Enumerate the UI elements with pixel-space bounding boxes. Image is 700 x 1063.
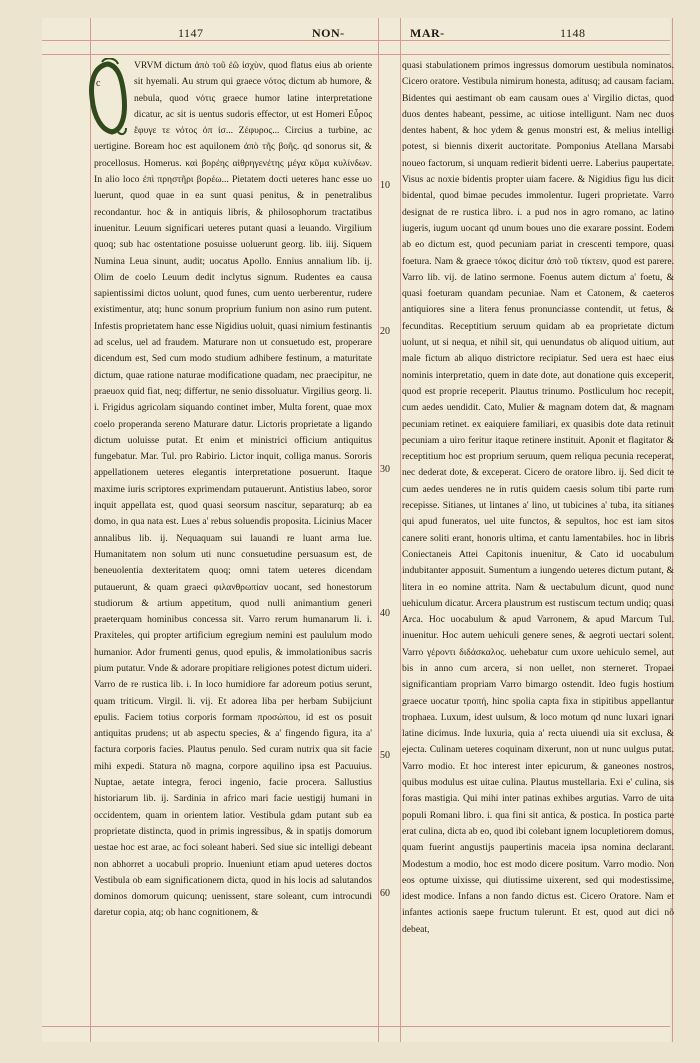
- left-column-text: VRVM dictum ἀπὸ τοῦ ἐῶ ἰσχὺν, quod flatus eius ab oriente sit hyemali. Au strum qui graece νότος dictum ab humore, & nebula, quod νότις graece humor latine interpretatione dicatur, ac sit is uentus sudoris effector, ut est Homeri Εὖρος ἔφυγε τε νότος ὀπ ἰσ... Ζέφυρος... Circius a turbine, ac uertigine. Boream hoc est aquilonem ἀπὸ τῆς βοῆς. qd sonorus sit, & procellosus. Homerus. καὶ βορέης αἰθρηγενέτης μέγα κῦμα κυλίνδων. In alio loco ἐπὶ πρηστῆρι βορέω... Pietatem docti ueteres hanc esse uo luerunt, quod quae in ea sunt quasi penitus, & in penetralibus recondantur. hoc & in antiquis libris, & philosophorum tractatibus inuenitur. Leuum significari ueteres putant quasi a leuando. Virgilium quoq; sub hac ostentatione posuisse uoluerunt georg. lib. iiij. Siquem Numina Leua sinunt, audit; uocatus Apollo. Ennius annalium lib. ij. Olim de coelo Leuum dedit inclytus signum. Rudentes ea causa sapientissimi dictos uolunt, quod funes, cum uento uerberentur, rudere existimentur, atq; hunc sonum proprium funium non asino rum putent. Infestis proprietatem hanc esse Nigidius uoluit, quasi nimium festinantis ad scelus, uel ad fraudem. Maturare non ut consuetudo est, properare dicendum est, Sed cum modo studium adhibere festinum, a maturitate dictum, quae ratione naturae modificatione quadam, nec praecipitur, ne praeuox quid fiat, neq; differtur, ne senio dissoluatur. Virgilius georg. li. i. Frigidus agricolam siquando continet imber, Multa forent, quae mox coelo properanda sereno Maturare datur. Lictoris proprietate a ligando dictum uoluisse putat. Et enim et ministrici officium antiquitus fungebatur. Mar. Tul. pro Rabirio. Lictor inquit, colliga manus. Sororis appellationem ueteres elegantis interpretatione posuerunt. Itaque maxime iuris scriptores exprimendam putauerunt. Antistius labeo, soror inquit appellata est, quod quasi seorsum nascitur, separaturq; ab ea domo, in qua nata est. Lues a' rebus soluendis proposita. Licinius Macer annalibus lib. ij. Nequaquam sui lauandi re luant arma lue. Humanitatem non solum uti nunc consuetudine persuasum est, de beneuolentia dexteritatem quoq; omni tatem ueteres dicendam putauerunt, & quam graeci φιλανθρωπίαν uocant, sed honestorum studiorum & artium appetitum, quod nulli animantium generi praeterquam hominibus concessa sit. Varro rerum humanarum li. i. Praxiteles, qui propter artificium egregium nemini est paululum modo humanior. Ador frumenti genus, quod epulis, & immolationibus sacris pium putatur. Vnde & adorare propitiare religiones potest dictum uideri. Varro de re rustica lib. i. In loco humidiore far adoreum potius serunt, quam triticum. Virgil. li. vij. Et adorea liba per herbam Subijciunt epulis. Faciem totius corporis formam προσώπου, id est os posuit antiquitas prudens; ut ab aspectu species, & a' fingendo figura, ita a' factura corporis facies. Plautus penulo. Sed curam nutrix qua sit facie mihi expedi. Statura nõ magna, corpore aquilino ipsa est Pacuuius. Nuptae, aetate integra, feroci ingenio, facie procera. Sallustius historiarum lib. ij. Sardinia in africo mari facie uestigij humani in occidentem, quam in orientem latior. Vestibula gdam putant sub ea proprietate distincta, quod in primis ingressibus, & in spatijs domorum uestae hoc est arae, ac foci soleant haberi. Sed siue sic intelligi debeant non abhorret a uocabuli proprio. Inueniunt etiam apud ueteres doctos Vestibula ob eam significationem dicta, quod in his locis ad salutandos dominos domorum quicunq; uenissent, stare soleant, cum introcundi daretur copia, atq; ob hanc cognitionem, &: [94, 60, 372, 919]
- left-page-number: 1147: [178, 26, 204, 40]
- header-rule-bottom: [42, 54, 670, 55]
- line-number: 10: [380, 180, 390, 191]
- right-text-column: [402, 58, 674, 938]
- left-text-column: [94, 58, 372, 922]
- left-running-head: NON-: [312, 26, 345, 40]
- decorated-initial: [88, 58, 128, 138]
- initial-guide-letter: c: [96, 78, 101, 89]
- line-number: 60: [380, 888, 390, 899]
- line-number: 30: [380, 464, 390, 475]
- line-number: 20: [380, 326, 390, 337]
- footer-rule: [42, 1026, 670, 1027]
- right-column-text: quasi stabulationem primos ingressus domorum uestibula nominatos. Cicero oratore. Vestibula nimirum honesta, aditusq; ad causam faciam. Bidentes qui aestimant ob eam causam oues a' Virgilio dictas, quod duos dentes habeant, pessime, ac uitiose intelligunt. Nam nec duos dentes habent, & hoc ydem & genus monstri est, & melius intelligi potest, si biennis dixerit auctoritate. Pomponius Atellana Marsabi noueo factorum, si unquam redierit bidenti uerre. Laberius paupertate. Visus ac noxie bidentis propter uiam facere. & Nigidius figu lus dicit bidental, quod bimae pecudes immolentur. Iugeri proprietate. Varro designat de re rustica libro. i. a pud nos in agro romano, ac latino iugeris, iugum uocant qd unum boues uno die exarare possint. Eodem ab eo dictum est, quod pecuniam pariat in crescenti tempore, quasi foetura. Nam & graece τόκος dicitur ἀπὸ τοῦ τίκτειν, quod est parere. Varro lib. vij. de latino sermone. Foenus autem dictum a' foetu, & quasi foeturam quandam pecuniae. Nam et Catonem, & caeteros antiquiores sine a litera fenus pronunciasse contendit, ut fetus, & fecunditas. Receptitium seruum quidam ab ea proprietate dictum uolunt, ut si nequa, et nihil sit, qui uenundatus ob aliquod uitium, aut male fictum ab aliquo districtore recipiatur. Sed uera est haec eius nominis interpretatio, quem in date dote, aut donatione quis exceperit, quod est proprie receperit. Plautus trinumo. Postliculum hoc recepit, cum aedes uendidit. Cato, Mulier & magnam dotem dat, & magnam pecuniam retinet. ex eaiquiere familiari, ex quasibis dote data retinuit pecuniam a uiro feritur itaque retinere instituit. Aponit et flagitator & receptitium hoc est proprium seruum, quem reliqua pecunia receperat, nec dederat dote, & exceperat. Cicero de oratore libro. ij. Sed dicit te cum aedes uenderes ne in rutis quidem caesis solum tibi parte rum recepisse. Sitianes, ut lintanes a' lino, ut tubicines a' tuba, ita sitianes qui apud funeratos, uel uite functos, & sepultos, hoc est iam sitos canere soliti erant, honoris ultima, et cantu lamentabiles. hoc in libris Coniectaneis Attei Capitonis inuenitur, & Cato id uocabulum indubitanter apposuit. Sumentum a iungendo ueteres dictum putant, & litera in eo nomine attrita. Nam & uectabulum dicunt, quod nunc uehiculum dicatur. Arcera plaustrum est rustiscum tectum undiq; quasi Arca. Hoc uocabulum & apud Varronem, & apud Marcum Tul. inuenitur. Hoc autem uehiculi genere senes, & aegroti uectari solent. Varro γέροντι διδάσκαλος. uehebatur cum uxore uehiculo semel, aut bis in anno cum arcera, si non uellet, non sterneret. Tropaei significantiam propriam Varro bimargo ostendit. Ideo fugis hostium graece uocatur τροπή, hinc spolia capta fixa in stipitibus appellantur trophaea. Luxum, idest uulsum, & loco motum qd nunc luxari ignari latine dicimus. Inde luxuria, quia a' recta uiuendi uia sit exclusa, & ejecta. Culinam ueteres coquinam dixerunt, non ut nunc uulgus putat. Varro modio. Et hoc interest inter epicurum, & ganeones nostros, quibus modulus est uitae culina. Plautus mustellaria. Exi e' culina, sis foras mastigia. Qui mihi inter patinas exhibes argutias. Varro de uita populi Romani libro. i. qua fini sit antica, & postica. In postica parte erat culina, dicta ab eo, quod ibi colebant ignem locupletiorem domus, quam fuerint angustijs paupertinis maceia ipsa nomina declarant. Modestum a modio, hoc est modo dicere positum. Varro modio. Non eos optume uixisse, qui diutissime uixerent, sed qui modestissime, idest modice. Infans a non fando dictus est. Cicero Oratore. Nam et infantes actionis saepe fructum tulerunt. Et est, quod aut dici nõ debeat,: [402, 60, 674, 935]
- initial-o-glyph: [88, 58, 128, 138]
- right-page-number: 1148: [560, 26, 586, 40]
- line-number: 50: [380, 750, 390, 761]
- column-rule-middle: [378, 18, 379, 1042]
- margin-rule-left: [90, 18, 91, 1042]
- line-number: 40: [380, 608, 390, 619]
- line-number-rule: [400, 18, 401, 1042]
- right-running-head: MAR-: [410, 26, 445, 40]
